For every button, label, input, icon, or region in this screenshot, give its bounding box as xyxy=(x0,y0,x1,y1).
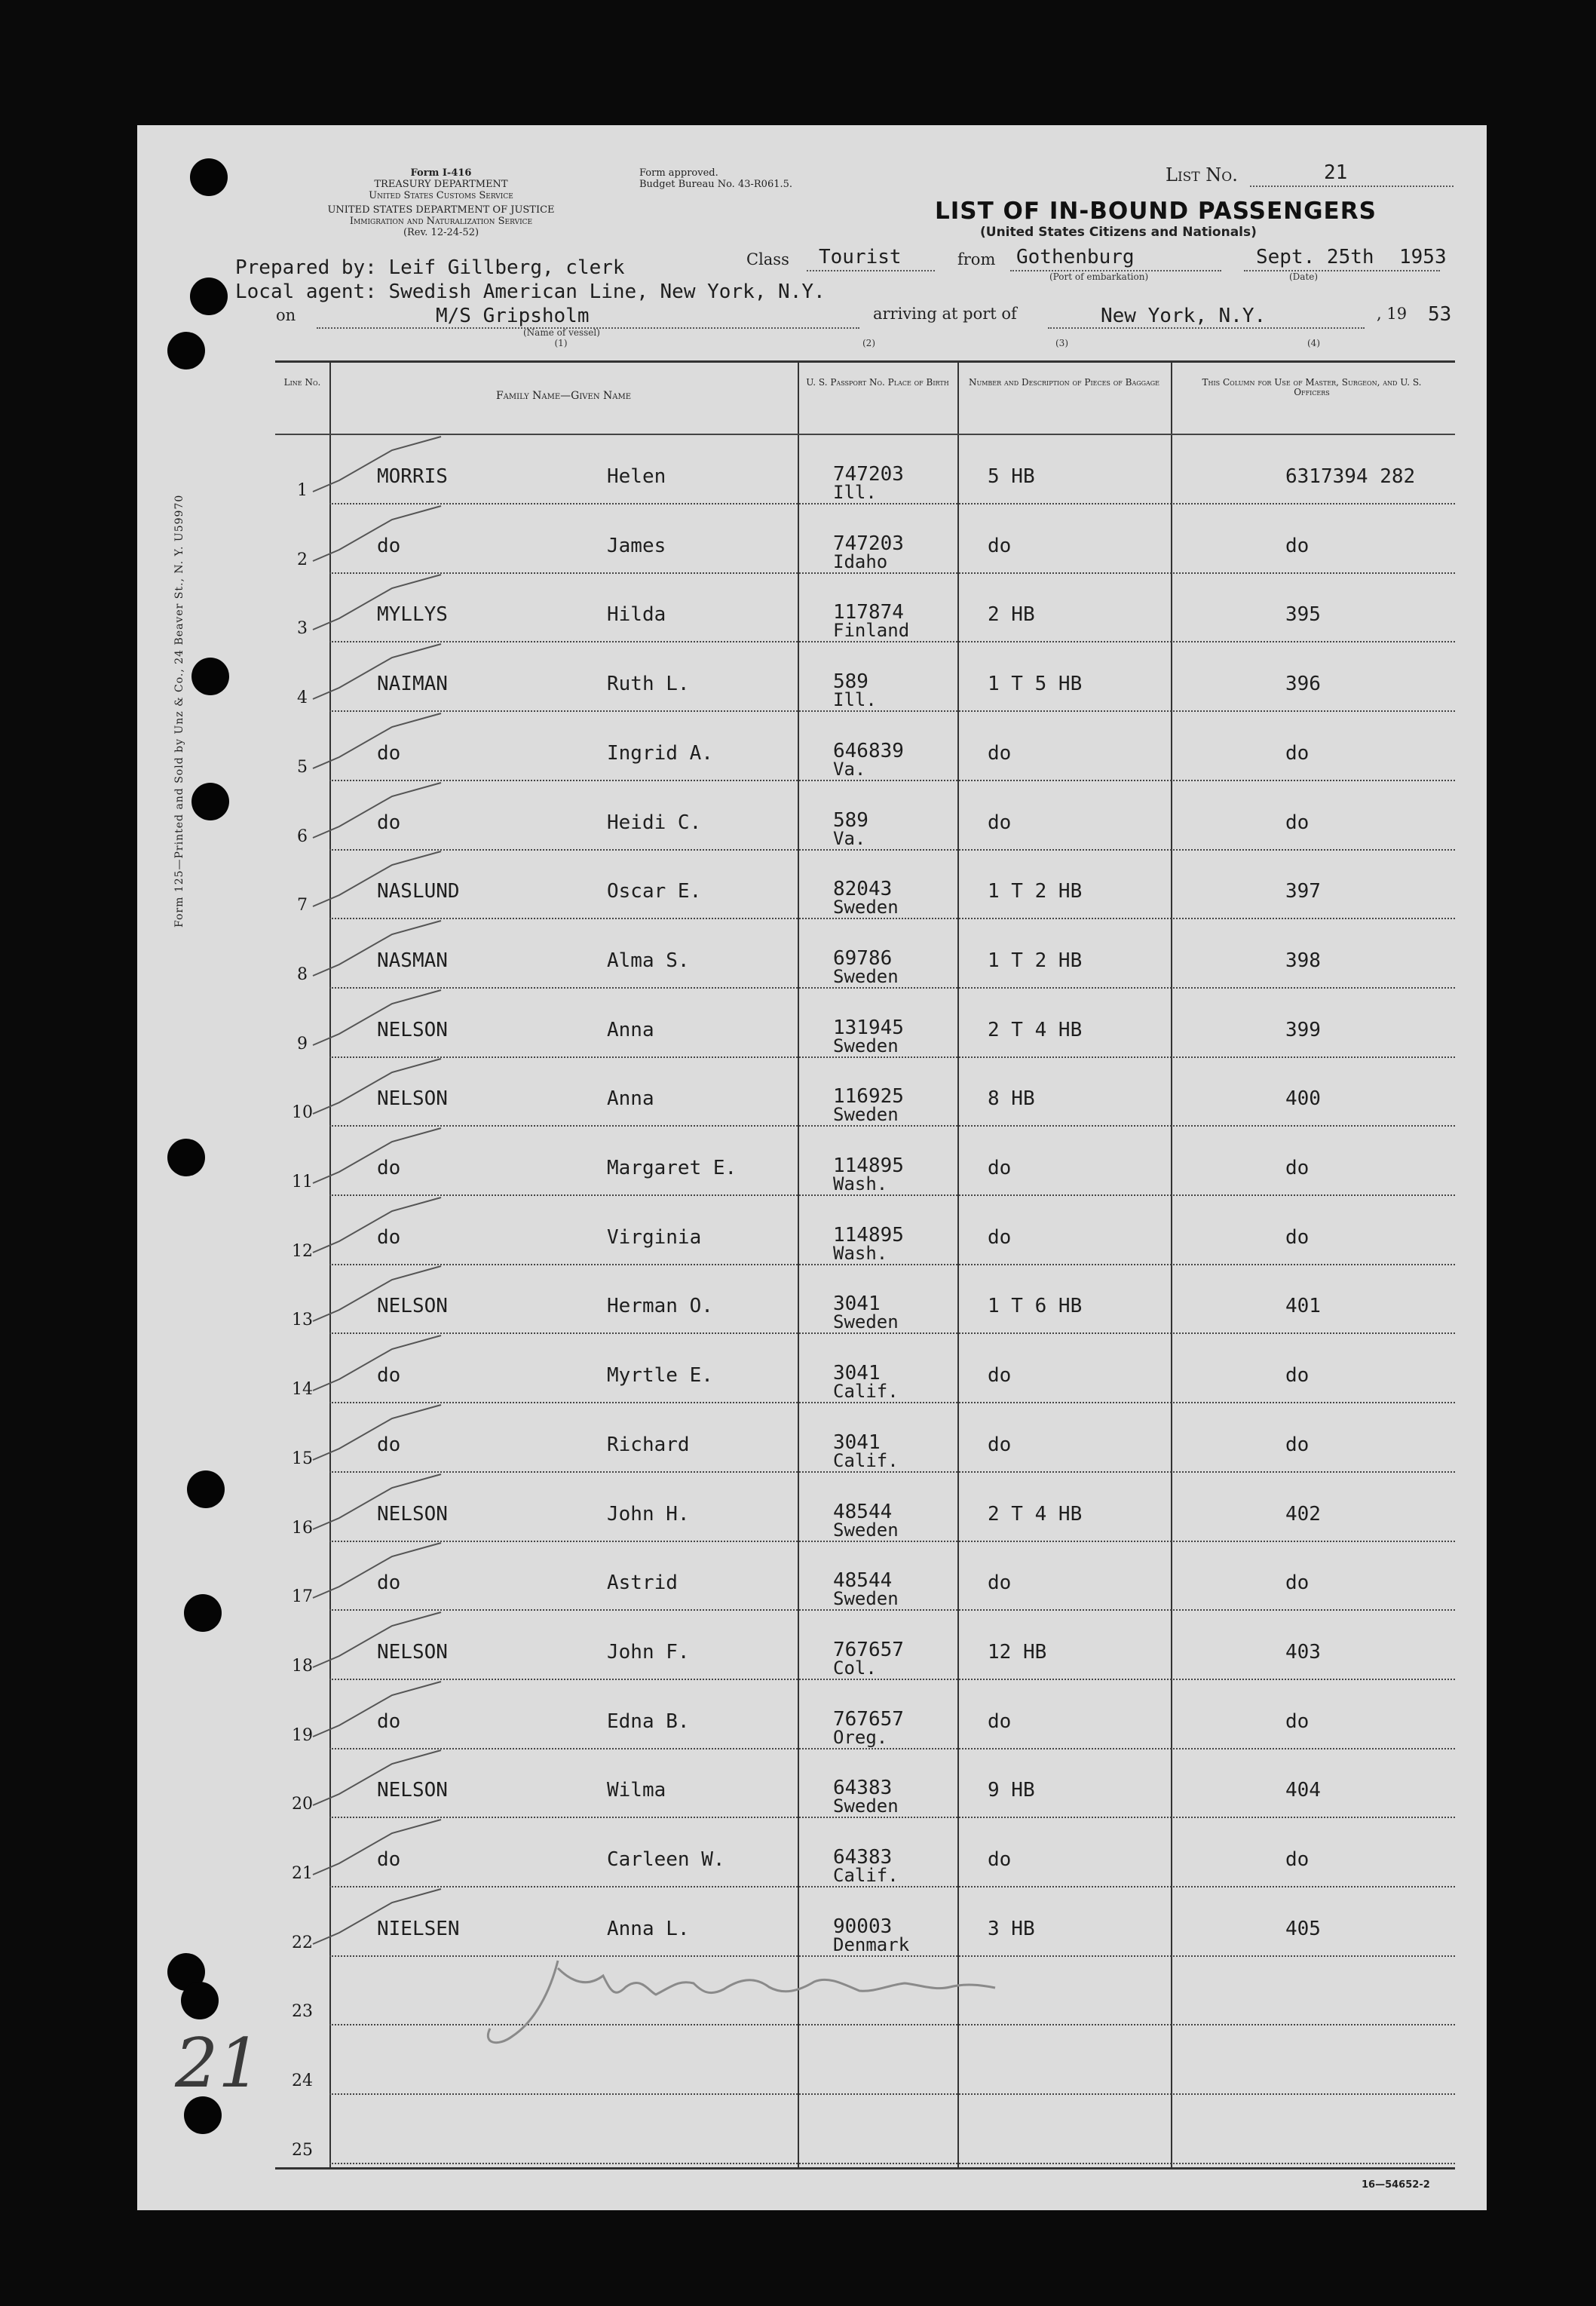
place-of-birth: Sweden xyxy=(833,965,899,987)
row-rule xyxy=(329,2163,1455,2164)
line-number: 11 xyxy=(292,1173,313,1191)
caption-4: (4) xyxy=(1307,338,1320,348)
check-mark xyxy=(309,1680,452,1740)
officer-entry: 398 xyxy=(1285,949,1321,972)
given-name: Hilda xyxy=(607,603,666,627)
binder-hole xyxy=(187,1470,225,1508)
vessel-caption-text: (Name of vessel) xyxy=(523,327,600,338)
passport-number: 767657 xyxy=(833,1638,904,1661)
check-mark xyxy=(309,1127,452,1187)
given-name: Margaret E. xyxy=(607,1157,737,1179)
table-row xyxy=(275,712,1455,781)
check-mark xyxy=(309,573,452,633)
place-of-birth: Ill. xyxy=(833,689,877,711)
baggage: do xyxy=(988,811,1012,834)
passport-number: 589 xyxy=(833,670,868,694)
family-name: do xyxy=(377,811,401,834)
passenger-table xyxy=(275,360,1455,2170)
given-name: Ruth L. xyxy=(607,673,690,696)
line-number: 22 xyxy=(292,1933,313,1952)
table-row xyxy=(275,919,1455,989)
given-name: Anna xyxy=(607,1018,654,1041)
place-of-birth: Finland xyxy=(833,620,910,642)
passport-number: 64383 xyxy=(833,1777,893,1800)
form-approved: Form approved. xyxy=(639,167,718,179)
table-row xyxy=(275,573,1455,642)
handwritten-signature xyxy=(467,1946,1071,2066)
dept-treasury: TREASURY DEPARTMENT xyxy=(374,179,508,190)
officer-entry: do xyxy=(1285,1157,1310,1179)
check-mark xyxy=(309,1265,452,1325)
place-of-birth: Wash. xyxy=(833,1173,888,1194)
table-row xyxy=(275,1196,1455,1265)
officer-entry: 402 xyxy=(1285,1502,1321,1526)
check-mark xyxy=(309,504,452,565)
table-row xyxy=(275,1680,1455,1749)
caption-3: (3) xyxy=(1055,338,1068,348)
line-number: 17 xyxy=(292,1587,313,1607)
passport-number: 48544 xyxy=(833,1500,893,1523)
officer-entry: do xyxy=(1285,1433,1310,1456)
baggage: 2 T 4 HB xyxy=(988,1502,1083,1526)
officer-entry: do xyxy=(1285,811,1310,834)
place-of-birth: Calif. xyxy=(833,1449,899,1471)
line-number: 4 xyxy=(297,688,308,708)
passport-number: 64383 xyxy=(833,1846,893,1869)
place-of-birth: Va. xyxy=(833,758,866,780)
passport-number: 82043 xyxy=(833,878,893,901)
check-mark xyxy=(309,781,452,842)
officer-entry: 405 xyxy=(1285,1917,1321,1940)
line-number: 2 xyxy=(297,550,308,569)
given-name: Heidi C. xyxy=(607,811,702,834)
binder-hole xyxy=(190,278,228,315)
form-title: LIST OF IN-BOUND PASSENGERS xyxy=(935,198,1377,225)
table-row xyxy=(275,642,1455,712)
baggage: 1 T 6 HB xyxy=(988,1295,1083,1318)
line-number: 13 xyxy=(292,1311,313,1330)
table-row xyxy=(275,1127,1455,1196)
col-header-name: Family Name—Given Name xyxy=(495,390,632,402)
passport-number: 69786 xyxy=(833,946,893,970)
place-of-birth: Sweden xyxy=(833,897,899,918)
baggage: do xyxy=(988,1157,1012,1179)
passport-number: 3041 xyxy=(833,1362,881,1385)
officer-entry: 400 xyxy=(1285,1087,1321,1111)
officer-entry: do xyxy=(1285,1364,1310,1388)
place-of-birth: Ill. xyxy=(833,482,877,503)
check-mark xyxy=(309,919,452,980)
arriving-label: arriving at port of xyxy=(873,305,1017,323)
line-number: 21 xyxy=(292,1864,313,1883)
check-mark xyxy=(309,1334,452,1394)
officer-entry: do xyxy=(1285,1572,1310,1595)
officer-entry: 404 xyxy=(1285,1779,1321,1802)
family-name: do xyxy=(377,534,401,557)
line-number: 18 xyxy=(292,1656,313,1676)
given-name: Carleen W. xyxy=(607,1848,725,1871)
officer-entry: 397 xyxy=(1285,880,1321,903)
date-value: Sept. 25th xyxy=(1256,246,1374,268)
officer-entry: do xyxy=(1285,1225,1310,1249)
officer-entry: do xyxy=(1285,741,1310,765)
form-approval-block xyxy=(639,167,792,190)
place-of-birth: Calif. xyxy=(833,1381,899,1403)
family-name: do xyxy=(377,1157,401,1179)
check-mark xyxy=(309,850,452,910)
passport-number: 117874 xyxy=(833,601,904,624)
baggage: do xyxy=(988,1225,1012,1249)
table-row xyxy=(275,2095,1455,2164)
line-number: 6 xyxy=(297,826,308,846)
on-label: on xyxy=(276,306,296,324)
given-name: James xyxy=(607,534,666,557)
check-mark xyxy=(309,1196,452,1256)
date-year: 1953 xyxy=(1399,246,1447,268)
from-label: from xyxy=(957,250,996,268)
family-name: do xyxy=(377,741,401,765)
line-number: 24 xyxy=(292,2071,313,2091)
passport-number: 114895 xyxy=(833,1223,904,1247)
line-number: 1 xyxy=(297,481,308,500)
dept-immigration: Immigration and Naturalization Service xyxy=(349,216,533,227)
family-name: do xyxy=(377,1710,401,1733)
family-name: NELSON xyxy=(377,1018,448,1041)
check-mark xyxy=(309,1611,452,1671)
family-name: NIELSEN xyxy=(377,1917,460,1940)
line-number: 23 xyxy=(292,2002,313,2022)
officer-entry: 401 xyxy=(1285,1295,1321,1318)
date-caption: (Date) xyxy=(1289,271,1319,282)
place-of-birth: Sweden xyxy=(833,1519,899,1541)
place-of-birth: Sweden xyxy=(833,1035,899,1056)
officer-entry: 395 xyxy=(1285,603,1321,627)
family-name: MORRIS xyxy=(377,465,448,488)
list-no-value: 21 xyxy=(1324,161,1348,184)
line-number: 5 xyxy=(297,757,308,777)
given-name: Helen xyxy=(607,465,666,488)
table-row xyxy=(275,1818,1455,1887)
check-mark xyxy=(309,435,452,495)
passport-number: 90003 xyxy=(833,1915,893,1938)
family-name: NAIMAN xyxy=(377,673,448,696)
officer-entry: do xyxy=(1285,1710,1310,1733)
class-value: Tourist xyxy=(819,246,902,268)
check-mark xyxy=(309,1541,452,1602)
passport-number: 747203 xyxy=(833,463,904,486)
place-of-birth: Va. xyxy=(833,827,866,849)
binder-hole xyxy=(184,1594,222,1632)
margin-handwritten-number: 21 xyxy=(175,2024,262,2103)
line-number: 3 xyxy=(297,619,308,639)
passport-number: 747203 xyxy=(833,532,904,555)
officer-entry: 396 xyxy=(1285,673,1321,696)
table-row xyxy=(275,1403,1455,1473)
line-number: 20 xyxy=(292,1795,313,1814)
given-name: Richard xyxy=(607,1433,690,1456)
baggage: 3 HB xyxy=(988,1917,1035,1940)
table-row xyxy=(275,1749,1455,1818)
officer-entry: 403 xyxy=(1285,1640,1321,1664)
baggage: do xyxy=(988,741,1012,765)
form-number: Form I-416 xyxy=(410,167,472,179)
line-number: 10 xyxy=(292,1103,313,1123)
officer-entry: do xyxy=(1285,534,1310,557)
line-number: 19 xyxy=(292,1725,313,1745)
place-of-birth: Sweden xyxy=(833,1104,899,1126)
vessel-caption-num: (1) xyxy=(554,338,568,348)
passport-number: 3041 xyxy=(833,1431,881,1454)
place-of-birth: Wash. xyxy=(833,1242,888,1264)
table-row xyxy=(275,1265,1455,1334)
place-of-birth: Idaho xyxy=(833,550,888,572)
given-name: Alma S. xyxy=(607,949,690,972)
line-number: 9 xyxy=(297,1034,308,1053)
family-name: do xyxy=(377,1572,401,1595)
officer-entry: 6317394 282 xyxy=(1285,465,1416,488)
arrival-line xyxy=(1048,327,1365,329)
given-name: Edna B. xyxy=(607,1710,690,1733)
family-name: NELSON xyxy=(377,1087,448,1111)
baggage: do xyxy=(988,1848,1012,1871)
baggage: 1 T 5 HB xyxy=(988,673,1083,696)
table-row xyxy=(275,1057,1455,1127)
form-subtitle: (United States Citizens and Nationals) xyxy=(980,225,1257,240)
family-name: NELSON xyxy=(377,1295,448,1318)
table-row xyxy=(275,1611,1455,1680)
family-name: MYLLYS xyxy=(377,603,448,627)
arrival-port: New York, N.Y. xyxy=(1101,305,1267,327)
family-name: do xyxy=(377,1225,401,1249)
check-mark xyxy=(309,1057,452,1118)
table-row xyxy=(275,781,1455,851)
printer-imprint: Form 125—Printed and Sold by Unz & Co., 24 Beaver St., N. Y. U59970 xyxy=(173,494,185,928)
check-mark xyxy=(309,712,452,772)
place-of-birth: Sweden xyxy=(833,1795,899,1817)
given-name: Anna L. xyxy=(607,1917,690,1940)
given-name: John H. xyxy=(607,1502,690,1526)
caption-2: (2) xyxy=(862,338,875,348)
dept-justice: UNITED STATES DEPARTMENT OF JUSTICE xyxy=(327,204,555,216)
baggage: 1 T 2 HB xyxy=(988,880,1083,903)
col-header-line: Line No. xyxy=(283,377,321,388)
family-name: NELSON xyxy=(377,1779,448,1802)
baggage: do xyxy=(988,1364,1012,1388)
form-agency-block xyxy=(317,167,565,238)
family-name: NELSON xyxy=(377,1502,448,1526)
col-header-baggage: Number and Description of Pieces of Baggage xyxy=(968,377,1160,388)
form-revision: (Rev. 12-24-52) xyxy=(403,227,479,238)
passport-number: 646839 xyxy=(833,739,904,762)
table-row xyxy=(275,850,1455,919)
family-name: NASMAN xyxy=(377,949,448,972)
embark-caption: (Port of embarkation) xyxy=(1049,271,1149,282)
check-mark xyxy=(309,1749,452,1809)
list-no-line xyxy=(1250,186,1454,187)
baggage: do xyxy=(988,1572,1012,1595)
local-agent: Local agent: Swedish American Line, New York, N.Y. xyxy=(235,281,826,303)
list-no-label: List No. xyxy=(1166,164,1238,186)
given-name: Anna xyxy=(607,1087,654,1111)
check-mark xyxy=(309,1403,452,1464)
binder-hole xyxy=(190,158,228,196)
baggage: 2 T 4 HB xyxy=(988,1018,1083,1041)
family-name: do xyxy=(377,1848,401,1871)
place-of-birth: Col. xyxy=(833,1657,877,1679)
col-header-passport: U. S. Passport No. Place of Birth xyxy=(806,377,949,388)
baggage: 1 T 2 HB xyxy=(988,949,1083,972)
place-of-birth: Sweden xyxy=(833,1588,899,1610)
line-number: 14 xyxy=(292,1380,313,1400)
binder-hole xyxy=(191,783,229,820)
given-name: Virginia xyxy=(607,1225,702,1249)
passport-number: 589 xyxy=(833,808,868,832)
passport-number: 767657 xyxy=(833,1707,904,1731)
table-row xyxy=(275,435,1455,504)
from-value: Gothenburg xyxy=(1016,246,1135,268)
passport-number: 131945 xyxy=(833,1016,904,1039)
passport-number: 116925 xyxy=(833,1085,904,1109)
given-name: Myrtle E. xyxy=(607,1364,713,1388)
line-number: 16 xyxy=(292,1518,313,1538)
place-of-birth: Denmark xyxy=(833,1933,910,1955)
arrival-year: 53 xyxy=(1428,303,1452,326)
budget-bureau: Budget Bureau No. 43-R061.5. xyxy=(639,179,793,190)
binder-hole xyxy=(167,1139,205,1176)
check-mark xyxy=(309,989,452,1049)
given-name: Astrid xyxy=(607,1572,678,1595)
col-header-officers: This Column for Use of Master, Surgeon, and U. S. Officers xyxy=(1202,377,1422,397)
baggage: do xyxy=(988,1710,1012,1733)
table-row xyxy=(275,504,1455,574)
line-number: 25 xyxy=(292,2140,313,2160)
passport-number: 3041 xyxy=(833,1293,881,1316)
class-label: Class xyxy=(746,250,789,268)
class-line xyxy=(807,270,935,271)
arrival-year-prefix: , 19 xyxy=(1377,305,1408,323)
check-mark xyxy=(309,642,452,703)
given-name: Herman O. xyxy=(607,1295,713,1318)
passport-number: 114895 xyxy=(833,1155,904,1177)
family-name: do xyxy=(377,1433,401,1456)
baggage: 8 HB xyxy=(988,1087,1035,1111)
given-name: Wilma xyxy=(607,1779,666,1802)
prepared-by: Prepared by: Leif Gillberg, clerk xyxy=(235,256,625,279)
officer-entry: 399 xyxy=(1285,1018,1321,1041)
given-name: John F. xyxy=(607,1640,690,1664)
line-number: 15 xyxy=(292,1449,313,1468)
family-name: do xyxy=(377,1364,401,1388)
given-name: Oscar E. xyxy=(607,880,702,903)
footer-code: 16—54652-2 xyxy=(1362,2179,1430,2191)
given-name: Ingrid A. xyxy=(607,741,713,765)
binder-hole xyxy=(167,332,205,370)
table-row xyxy=(275,1334,1455,1403)
check-mark xyxy=(309,1473,452,1533)
line-number: 12 xyxy=(292,1241,313,1261)
table-row xyxy=(275,1541,1455,1611)
line-number: 8 xyxy=(297,964,308,984)
baggage: 5 HB xyxy=(988,465,1035,488)
place-of-birth: Sweden xyxy=(833,1311,899,1333)
vessel-name: M/S Gripsholm xyxy=(436,305,590,327)
baggage: 12 HB xyxy=(988,1640,1047,1664)
dept-customs: United States Customs Service xyxy=(369,190,513,201)
binder-hole xyxy=(181,1982,219,2019)
baggage: do xyxy=(988,1433,1012,1456)
baggage: 9 HB xyxy=(988,1779,1035,1802)
line-number: 7 xyxy=(297,896,308,915)
binder-hole xyxy=(191,658,229,695)
date-line xyxy=(1244,270,1440,271)
table-row xyxy=(275,989,1455,1058)
check-mark xyxy=(309,1887,452,1948)
vessel-caption xyxy=(523,327,599,348)
family-name: NASLUND xyxy=(377,880,460,903)
baggage: do xyxy=(988,534,1012,557)
check-mark xyxy=(309,1818,452,1878)
passport-number: 48544 xyxy=(833,1569,893,1593)
officer-entry: do xyxy=(1285,1848,1310,1871)
place-of-birth: Oreg. xyxy=(833,1726,888,1748)
baggage: 2 HB xyxy=(988,603,1035,627)
family-name: NELSON xyxy=(377,1640,448,1664)
place-of-birth: Calif. xyxy=(833,1865,899,1886)
table-row xyxy=(275,1473,1455,1542)
